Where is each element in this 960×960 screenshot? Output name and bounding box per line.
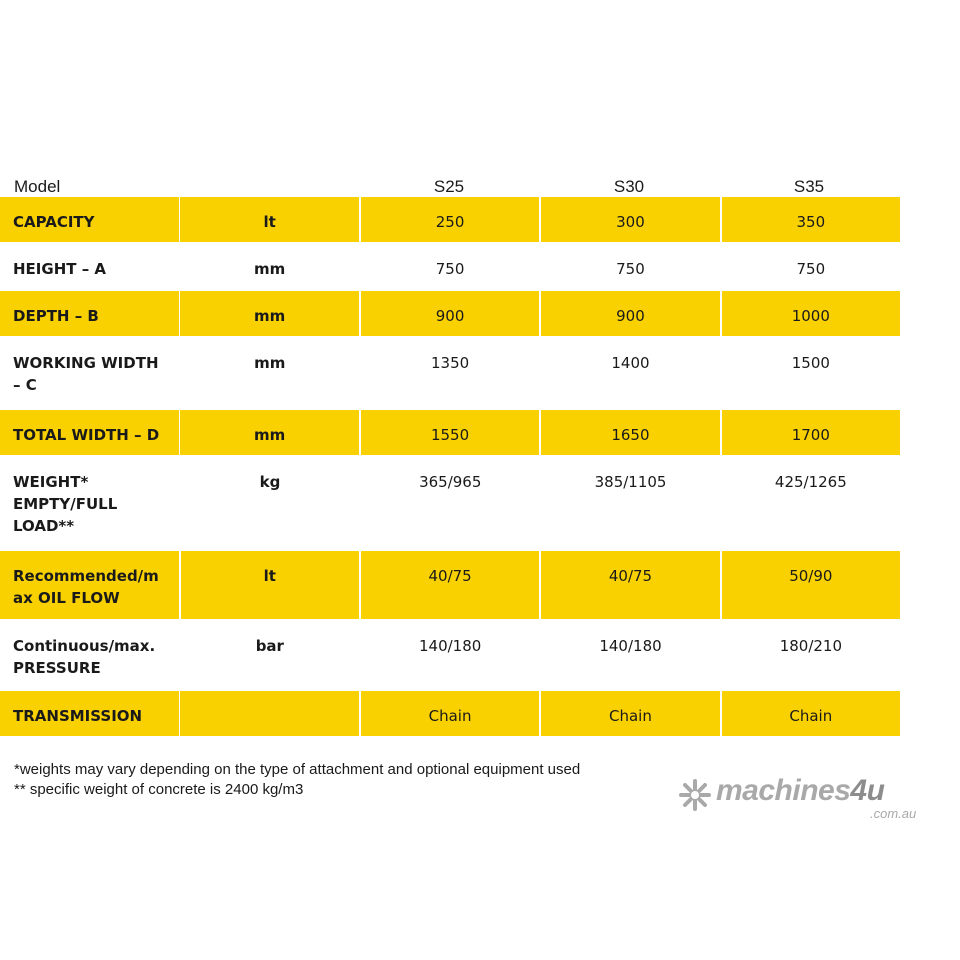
row-value-s25: 40/75 (361, 551, 539, 619)
row-value-s35: 1500 (791, 354, 830, 372)
row-label: DEPTH – B (0, 291, 179, 336)
row-value-s25: 140/180 (419, 637, 482, 655)
row-value-s25: 250 (361, 197, 539, 242)
row-value-s35: Chain (722, 691, 900, 736)
row-label: TOTAL WIDTH – D (0, 410, 179, 455)
row-value-s30: 140/180 (599, 637, 662, 655)
row-unit: lt (181, 551, 359, 619)
row-label: Continuous/max. PRESSURE (13, 637, 156, 677)
table-row-weight (0, 457, 900, 549)
row-value-s30: Chain (541, 691, 719, 736)
row-value-s30: 1650 (541, 410, 719, 455)
row-value-s35: 750 (796, 260, 826, 278)
row-label: Recommended/max OIL FLOW (0, 551, 179, 619)
row-unit: mm (254, 260, 286, 278)
row-value-s35: 50/90 (722, 551, 900, 619)
row-value-s30: 300 (541, 197, 719, 242)
row-label: HEIGHT – A (13, 260, 107, 278)
footnote-weights: *weights may vary depending on the type of attachment and optional equipment used (14, 761, 581, 778)
row-value-s35: 180/210 (779, 637, 843, 655)
footnotes (14, 760, 580, 800)
table-row-capacity (0, 197, 900, 242)
row-value-s35: 1700 (722, 410, 900, 455)
row-value-s25: 365/965 (419, 473, 482, 491)
row-value-s35: 1000 (722, 291, 900, 336)
row-value-s25: Chain (361, 691, 539, 736)
logo-name-accent: 4u (850, 774, 885, 807)
asterisk-logo-icon (678, 778, 712, 812)
table-row-transmission (0, 691, 900, 736)
table-row-height (0, 244, 900, 289)
machines4u-logo (678, 772, 928, 822)
table-row-pressure (0, 621, 900, 689)
row-label: WEIGHT* EMPTY/FULL LOAD** (13, 473, 118, 535)
row-unit: lt (180, 197, 358, 242)
logo-wordmark (716, 774, 884, 808)
row-unit: bar (255, 637, 284, 655)
footnote-concrete: ** specific weight of concrete is 2400 kg/m3 (14, 781, 304, 798)
row-value-s25: 900 (361, 291, 539, 336)
row-value-s25: 1350 (431, 354, 470, 372)
row-value-s30: 750 (616, 260, 645, 278)
model-s35-header: S35 (793, 177, 825, 196)
row-value-s35: 350 (722, 197, 900, 242)
row-value-s35: 425/1265 (774, 473, 847, 491)
row-value-s25: 1550 (361, 410, 539, 455)
table-row-total-width (0, 410, 900, 455)
row-unit: mm (180, 410, 358, 455)
row-value-s30: 900 (541, 291, 719, 336)
row-value-s30: 1400 (611, 354, 650, 372)
row-value-s30: 40/75 (541, 551, 719, 619)
row-value-s30: 385/1105 (594, 473, 667, 491)
logo-name: machines (716, 774, 851, 807)
row-unit: mm (180, 291, 358, 336)
row-label: CAPACITY (0, 197, 179, 242)
row-value-s25: 750 (435, 260, 465, 278)
table-row-oil-flow (0, 551, 900, 619)
row-label: TRANSMISSION (0, 691, 179, 736)
row-label: WORKING WIDTH – C (13, 354, 159, 394)
row-unit: kg (259, 473, 281, 491)
row-unit (180, 691, 358, 736)
logo-domain: .com.au (870, 806, 917, 821)
model-s25-header: S25 (433, 177, 465, 196)
spec-table (0, 197, 900, 736)
table-row-depth (0, 291, 900, 336)
table-row-working-width (0, 338, 900, 408)
model-header-label: Model (14, 177, 61, 196)
table-header (0, 150, 960, 196)
model-s30-header: S30 (613, 177, 645, 196)
row-unit: mm (254, 354, 286, 372)
